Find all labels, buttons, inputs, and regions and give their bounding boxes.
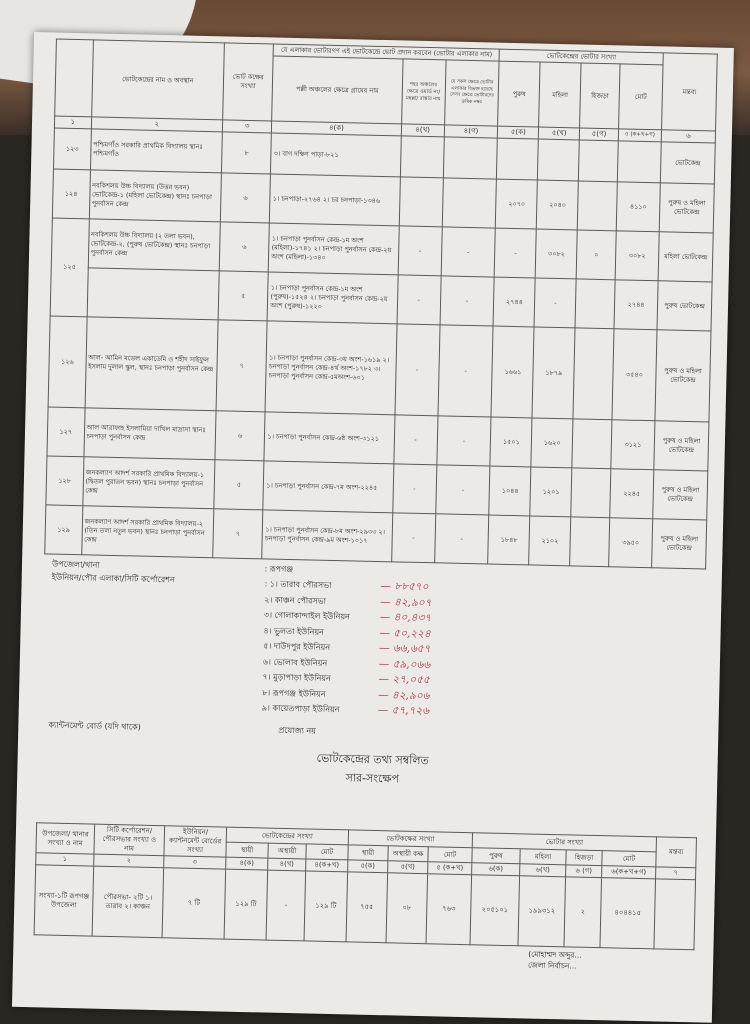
- sum-upazila-value: সংখ্যা-১টি রূপগঞ্জ উপজেলা: [34, 865, 94, 936]
- handwritten-count: — ৪২,৯০৭: [380, 595, 432, 609]
- handwritten-count: — ৪০,৪৩৭: [379, 611, 432, 625]
- row-female: ১৮৭৯: [532, 327, 575, 419]
- colnum-1: ১: [54, 116, 91, 129]
- sum-colnum: ৪(ক+খ): [306, 859, 348, 872]
- upazila-label: উপজেলা/থানা: [51, 559, 100, 570]
- row-areas: ১। চনপাড়া পুনর্বাসন কেন্দ্র-১ম অংশ (পুরুষ)-১৫২৪ ২। চনপাড়া পুনর্বাসন কেন্দ্র-২য় অংশ (পুরুষ)-১২২০: [268, 272, 398, 324]
- sum-hijra-value: ২: [564, 877, 602, 948]
- colnum-4c: ৪(গ): [444, 125, 498, 138]
- colnum-2: ২: [91, 117, 223, 132]
- row-remark: পুরুষ ভোটকেন্দ্র: [657, 281, 712, 331]
- header-voters: ভোটকেন্দ্রের ভোটার সংখ্যা: [500, 49, 664, 65]
- colnum-5d: ৫ (ক+খ+গ): [618, 129, 661, 142]
- sum-sub-room-temp: অস্থায়ী কক্ষ: [388, 846, 428, 862]
- union-name: : ১। তারাব পৌরসভা: [264, 579, 332, 590]
- sum-total-value: ৪০৪৪১৫: [600, 878, 656, 949]
- row-serial: ১২৫: [50, 218, 89, 317]
- stamp-line-1: (মোহাম্মদ অব্দুর...: [528, 949, 582, 960]
- header-female: মহিলা: [539, 62, 581, 128]
- row-areas: ১। চনপাড়া পুনর্বাসন কেন্দ্র-৩য় অংশ-১৬১৯ ২। চনপাড়া পুনর্বাসন কেন্দ্র-৪র্থ অংশ-১৭৮২ ৩। চনপাড়া পুনর্বাসন কেন্দ্র-৫মঅংশ-৬০১: [265, 321, 396, 415]
- row-rooms: ৬: [215, 411, 266, 461]
- sum-center-temporary: -: [266, 870, 306, 941]
- row-center-name: পশ্চিমগাঁও সরকারি প্রাথমিক বিদ্যালয় স্থানঃ পশ্চিমগাঁও: [90, 129, 222, 173]
- handwritten-count: — ৬৬,৬৫৭: [379, 642, 431, 656]
- sum-colnum: ৫ (ক+খ): [428, 862, 472, 875]
- stamp-line-2: জেলা নির্বাচন...: [527, 960, 577, 971]
- row-center-name: আল- আমিন মডেল একাডেমি ও শহীদ সাইফুল ইসলাম দুলাল স্কুল, স্থানঃ চনপাড়া পুনর্বাসন কেন্দ্র: [85, 317, 218, 411]
- row-female: ১৬২০: [531, 418, 573, 468]
- sum-sub-total: মোট: [306, 844, 348, 860]
- row-hijra: [573, 328, 614, 420]
- sum-colnum: ৬(খ): [520, 864, 566, 877]
- handwritten-count: — ৫০,২২৪: [379, 626, 431, 640]
- header-center-name: ভোটকেন্দ্রের নাম ও অবস্থান: [91, 40, 224, 120]
- upazila-value: : রূপগঞ্জ: [264, 564, 294, 575]
- header-ward: শহর অঞ্চলের ক্ষেত্রে ওয়ার্ড নং/ মহল্লা/ রাস্তার নাম: [401, 59, 446, 125]
- sum-header-voters: ভোটার সংখ্যা: [472, 833, 656, 852]
- row-areas: ১। চনপাড়া-২৭৬৪ ২। চর চনপাড়া-১৩৪৬: [270, 174, 400, 226]
- colnum-4b: ৪(খ): [401, 124, 444, 137]
- sum-colnum: ৩: [164, 856, 226, 869]
- row-rooms: ৬: [219, 222, 270, 272]
- row-center-name: জনকল্যাণ আদর্শ সরকারি প্রাথমিক বিদ্যালয়-২ (তিন তলা নতুন ভবন) স্থানঃ চনপাড়া পুনর্বাসন কেন্দ্র: [81, 506, 213, 558]
- row-center-name: জনকল্যাণ আদর্শ সরকারি প্রাথমিক বিদ্যালয়-১ (দ্বিতল পুরাতন ভবন) স্থানঃ চনপাড়া পুনর্বাসন কেন্দ্র: [82, 457, 214, 509]
- sum-header-remark: মন্তব্য: [656, 837, 697, 868]
- row-total: ৩১২১: [611, 420, 655, 470]
- header-serial: যে সকল ক্ষেত্রে ভোটার এলাকার বিভক্ত হয়েছে সেসব ক্ষেত্রে ভোটারদের ক্রমিক নম্বর: [444, 60, 499, 126]
- handwritten-count: — ৪২,৯০৬: [378, 688, 430, 702]
- union-name: ৪। ভুলতা ইউনিয়ন: [263, 625, 324, 637]
- row-center-name: আল আরাফাহ ইসলামিয়া দাখিল মাদ্রাসা স্থানঃ চনপাড়া পুনর্বাসন কেন্দ্র: [84, 408, 216, 460]
- sum-colnum: ৭: [656, 867, 696, 880]
- sum-city-value: পৌরসভা- ২টি ১। তারাব ২। কাঞ্চন: [92, 866, 164, 938]
- handwritten-count: — ৫৯,০৬৬: [378, 657, 431, 671]
- row-serial: ১২৬: [48, 316, 87, 408]
- row-female: ২১০২: [529, 516, 571, 566]
- document-page: [12, 32, 734, 1023]
- row-hijra: [570, 517, 610, 567]
- row-areas: ১। চনপাড়া পুনর্বাসন কেন্দ্র-১ম অংশ (মহিলা)-১৭৪১ ২। চনপাড়া পুনর্বাসন কেন্দ্র-২য় অংশ (মহিলা)-১৩৪০: [269, 223, 399, 275]
- colnum-3: ৩: [222, 120, 272, 133]
- header-rooms: ভোট কক্ষের সংখ্যা: [223, 43, 274, 121]
- sum-center-permanent: ১২৯ টি: [224, 869, 268, 940]
- summary-table: [34, 822, 697, 950]
- union-label: ইউনিয়ন/পৌর এলাকা/সিটি কর্পোরেশন: [51, 572, 175, 585]
- cantonment-label: ক্যান্টনমেন্ট বোর্ড (যদি থাকে): [48, 720, 141, 732]
- row-remark: পুরুষ ও মহিলা ভোটকেন্দ্র: [654, 421, 709, 471]
- row-rooms: ৬: [220, 173, 271, 223]
- sum-header-union: ইউনিয়ন/ ক্যান্টনমেন্ট বোর্ডের সংখ্যা: [164, 826, 227, 857]
- union-list: [262, 576, 665, 725]
- row-male: ১০৪৪: [489, 466, 531, 516]
- row-remark: পুরুষ ও মহিলা ভোটকেন্দ্র: [659, 183, 714, 233]
- row-serial: ১২৩: [53, 128, 91, 170]
- table-row: ৫ ১। চনপাড়া পুনর্বাসন কেন্দ্র-১ম অংশ (পুরুষ)-১৫২৪ ২। চনপাড়া পুনর্বাসন কেন্দ্র-২য় অংশ (পুরুষ)-১২২০ - - ২৭৪৪ - ২৭৪৪ পুরুষ ভোটকেন্দ্র: [50, 267, 712, 331]
- row-areas: ১। চনপাড়া পুনর্বাসন কেন্দ্র-৮ম অংশ-২৯৩৩ ২। চনপাড়া পুনর্বাসন কেন্দ্র-৯ম অংশ-১০১৭: [262, 510, 392, 562]
- sum-header-rooms: ভোটকক্ষের সংখ্যা: [348, 830, 472, 848]
- row-female: [538, 139, 580, 181]
- row-male: [497, 138, 539, 180]
- sum-sub-permanent: স্থায়ী: [226, 842, 268, 858]
- sum-room-permanent: ৭৫৫: [346, 872, 388, 943]
- row-remark: পুরুষ ও মহিলা ভোটকেন্দ্র: [653, 470, 708, 520]
- row-center-name: নবকিশলয় উচ্চ বিদ্যালয় (উত্তর ভবন) ভোটকেন্দ্র-১ (মহিলা ভোটকেন্দ্র) স্থানঃ চনপাড়া পুনর্বাসন কেন্দ্র: [89, 170, 221, 222]
- row-total: ৩০৮২: [615, 231, 659, 281]
- union-name: ৬। ভোলাব ইউনিয়ন: [262, 656, 328, 668]
- sum-male-value: ২০৫১০১: [470, 875, 520, 946]
- table-row: ১২৫ নবকিশলয় উচ্চ বিদ্যালয় (২ তলা ভবন), ভোটকেন্দ্র-২, (পুরুষ ভোটকেন্দ্র) স্থানঃ চনপাড়া পুনর্বাসন কেন্দ্র ৬ ১। চনপাড়া পুনর্বাসন কেন্দ্র-১ম অংশ (মহিলা)-১৭৪১ ২। চনপাড়া পুনর্বাসন কেন্দ্র-২য় অংশ (মহিলা)-১৩৪০ - - - ৩০৮২ ০ ৩০৮২ মহিলা ভোটকেন্দ্র: [51, 218, 713, 282]
- row-total: ৩৯৫০: [609, 518, 653, 568]
- handwritten-count: — ২৭,০৫৫: [378, 673, 430, 687]
- header-remarks: মন্তব্য: [662, 53, 718, 131]
- colnum-5c: ৫(গ): [580, 128, 619, 141]
- sum-colnum: ৫(খ): [388, 861, 428, 874]
- row-rooms: ৫: [218, 271, 269, 321]
- sum-colnum: ১: [36, 853, 94, 866]
- row-male: ১৮৪৮: [488, 515, 530, 565]
- header-hijra: হিজড়া: [580, 63, 620, 129]
- handwritten-count: — ৮৮৫৭০: [380, 580, 429, 594]
- colnum-4: ৪(ক): [272, 121, 401, 136]
- summary-title: ভোটকেন্দ্রের তথ্য সম্বলিত: [316, 751, 429, 768]
- sum-union-value: ৭ টি: [162, 868, 226, 939]
- sum-center-total: ১২৯ টি: [304, 871, 348, 942]
- row-serial: ১২৪: [52, 169, 90, 219]
- colnum-5b: ৫(খ): [539, 127, 580, 140]
- row-total: ৪১১০: [616, 182, 660, 232]
- row-female: ১২০১: [530, 467, 572, 517]
- row-total: ২৭৪৪: [614, 280, 658, 330]
- row-female: -: [534, 278, 576, 328]
- table-row: ১২৭ আল আরাফাহ ইসলামিয়া দাখিল মাদ্রাসা স্থানঃ চনপাড়া পুনর্বাসন কেন্দ্র ৬ ১। চনপাড়া পুনর্বাসন কেন্দ্র-৬ষ্ঠ অংশ-৩১২১ - - ১৫০১ ১৬২০ ৩১২১ পুরুষ ও মহিলা ভোটকেন্দ্র: [47, 407, 709, 471]
- row-remark: মহিলা ভোটকেন্দ্র: [658, 232, 713, 282]
- row-male: -: [495, 228, 537, 278]
- row-rooms: ৭: [213, 509, 264, 559]
- row-hijra: ০: [576, 230, 616, 280]
- sum-sub-male: পুরুষ: [472, 848, 520, 864]
- header-village: পল্লী অঞ্চলের ক্ষেত্রে গ্রামের নাম: [272, 56, 403, 124]
- sum-remark-value: [654, 879, 696, 950]
- row-center-name: [87, 268, 219, 320]
- sum-colnum: ৬ (গ): [566, 865, 602, 878]
- sum-colnum: ৬(ক): [472, 863, 520, 876]
- row-total: ২২৪৫: [610, 469, 654, 519]
- row-serial: ১২৮: [46, 456, 84, 506]
- row-hijra: [571, 468, 611, 518]
- row-male: ১৫০১: [490, 417, 532, 467]
- row-hijra: [572, 419, 612, 469]
- header-total: মোট: [619, 64, 664, 130]
- row-serial: ১২৯: [45, 505, 83, 555]
- sum-sub-hijra: হিজড়া: [566, 850, 602, 866]
- row-remark: পুরুষ ও মহিলা ভোটকেন্দ্র: [652, 519, 707, 569]
- row-female: ২০৪০: [537, 180, 579, 230]
- sum-sub-total-voters: মোট: [602, 851, 656, 867]
- row-total: ৩৫৪০: [612, 329, 657, 421]
- sum-colnum: ৫(ক): [348, 860, 388, 873]
- row-female: ৩০৮২: [536, 229, 578, 279]
- sum-header-centers: ভোটকেন্দ্রের সংখ্যা: [226, 827, 348, 845]
- row-male: ১৬৬১: [491, 326, 534, 418]
- row-remark: পুরুষ ও মহিলা ভোটকেন্দ্র: [655, 330, 711, 422]
- summary-subtitle: সার-সংক্ষেপ: [345, 771, 400, 786]
- polling-center-table: [44, 39, 718, 570]
- sum-colnum: ২: [94, 854, 164, 868]
- union-name: ৮। রূপগঞ্জ ইউনিয়ন: [262, 687, 326, 699]
- row-rooms: ৫: [214, 460, 265, 510]
- header-area: যে এলাকার ভোটারগণ এই ভোটকেন্দ্রে ভোট প্রদান করবেন (ভোটার এলাকার নাম): [274, 44, 500, 61]
- handwritten-count: — ৫৭,৭২৬: [377, 704, 430, 718]
- union-name: ৭। মুড়াপাড়া ইউনিয়ন: [262, 672, 331, 683]
- union-name: ২। কাঞ্চন পৌরসভা: [264, 594, 327, 606]
- union-name: ৯। কায়েতপাড়া ইউনিয়ন: [261, 703, 340, 715]
- union-name: ৫। দাউদপুর ইউনিয়ন: [263, 641, 331, 652]
- union-name: ৩। গোলাকান্দাইল ইউনিয়ন: [263, 610, 350, 622]
- row-areas: ১। চনপাড়া পুনর্বাসন কেন্দ্র-৬ষ্ঠ অংশ-৩১২১: [264, 412, 394, 464]
- row-center-name: নবকিশলয় উচ্চ বিদ্যালয় (২ তলা ভবন), ভোটকেন্দ্র-২, (পুরুষ ভোটকেন্দ্র) স্থানঃ চনপাড়া পুনর্বাসন কেন্দ্র: [88, 219, 220, 271]
- table-row: ১২৮ জনকল্যাণ আদর্শ সরকারি প্রাথমিক বিদ্যালয়-১ (দ্বিতল পুরাতন ভবন) স্থানঃ চনপাড়া পুনর্বাসন কেন্দ্র ৫ ১। চনপাড়া পুনর্বাসন কেন্দ্র-৭ম অংশ-২২৪৫ - - ১০৪৪ ১২০১ ২২৪৫ পুরুষ ও মহিলা ভোটকেন্দ্র: [46, 456, 708, 520]
- sum-room-total: ৭৬৩: [426, 874, 472, 945]
- sum-sub-room-permanent: স্থায়ী: [348, 845, 388, 861]
- signature-stamp: [528, 949, 668, 974]
- row-hijra: [578, 181, 618, 231]
- row-hijra: [579, 140, 619, 182]
- sum-colnum: ৪(ক): [226, 857, 268, 870]
- row-male: ২০৭০: [496, 179, 538, 229]
- colnum-6: ৬: [661, 130, 715, 143]
- table-row: ১২৬ আল- আমিন মডেল একাডেমি ও শহীদ সাইফুল ইসলাম দুলাল স্কুল, স্থানঃ চনপাড়া পুনর্বাসন কেন্দ্র ৭ ১। চনপাড়া পুনর্বাসন কেন্দ্র-৩য় অংশ-১৬১৯ ২। চনপাড়া পুনর্বাসন কেন্দ্র-৪র্থ অংশ-১৭৮২ ৩। চনপাড়া পুনর্বাসন কেন্দ্র-৫মঅংশ-৬০১ - - ১৬৬১ ১৮৭৯ ৩৫৪০ পুরুষ ও মহিলা ভোটকেন্দ্র: [48, 316, 711, 422]
- row-rooms: ৭: [216, 320, 268, 412]
- sum-colnum: ৪(খ): [268, 858, 306, 871]
- row-areas: ৩। বাগ দক্ষিণ পাড়া-৮২১: [271, 133, 401, 177]
- row-rooms: ৮: [221, 132, 271, 174]
- row-hijra: [575, 279, 615, 329]
- row-areas: ১। চনপাড়া পুনর্বাসন কেন্দ্র-৭ম অংশ-২২৪৫: [263, 461, 393, 513]
- page-content: [44, 39, 718, 570]
- row-serial: ১২৭: [47, 407, 85, 457]
- row-remark: ভোটকেন্দ্র: [660, 142, 715, 184]
- colnum-5a: ৫(ক): [498, 126, 539, 139]
- sum-room-temporary: ০৮: [386, 873, 428, 944]
- header-male: পুরুষ: [498, 61, 540, 127]
- sum-sub-room-total: মোট: [428, 847, 472, 863]
- sum-header-city: সিটি কর্পোরেশন/ পৌরসভার সংখ্যা ও নাম: [94, 824, 165, 856]
- table-row: ১২৯ জনকল্যাণ আদর্শ সরকারি প্রাথমিক বিদ্যালয়-২ (তিন তলা নতুন ভবন) স্থানঃ চনপাড়া পুনর্বাসন কেন্দ্র ৭ ১। চনপাড়া পুনর্বাসন কেন্দ্র-৮ম অংশ-২৯৩৩ ২। চনপাড়া পুনর্বাসন কেন্দ্র-৯ম অংশ-১০১৭ - - ১৮৪৮ ২১০২ ৩৯৫০ পুরুষ ও মহিলা ভোটকেন্দ্র: [45, 505, 707, 569]
- sum-colnum: ৬(ক+খ+গ): [602, 866, 656, 879]
- cantonment-value: প্রযোজ্য নয়: [278, 725, 317, 736]
- row-male: ২৭৪৪: [494, 277, 536, 327]
- sum-female-value: ১৯৯৩১২: [518, 876, 566, 947]
- row-total: [617, 141, 661, 183]
- sum-sub-temporary: অস্থায়ী: [268, 843, 306, 859]
- sum-header-upazila: উপজেলা/ থানার সংখ্যা ও নাম: [36, 823, 95, 854]
- sum-sub-female: মহিলা: [520, 849, 566, 865]
